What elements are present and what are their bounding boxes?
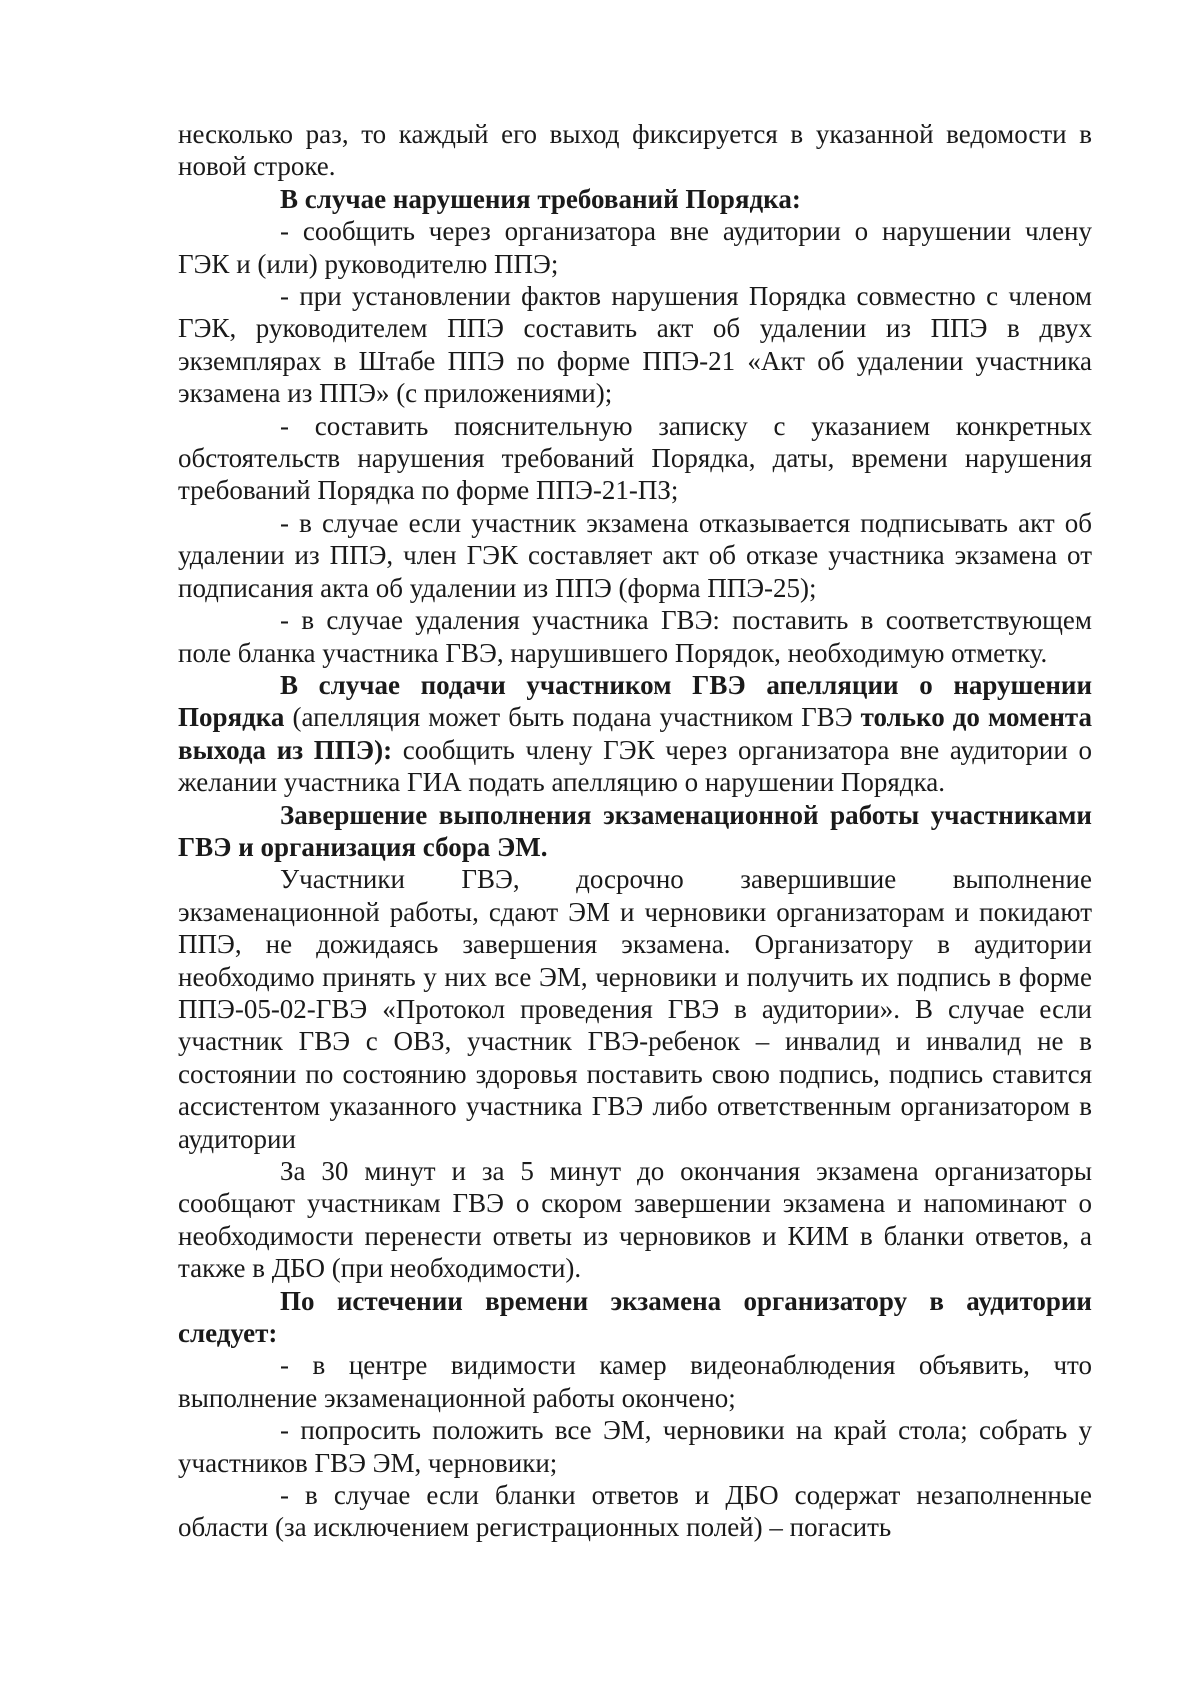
list-item: - в случае удаления участника ГВЭ: поставить в соответствующем поле бланка участника ГВЭ, нарушившего Порядок, необходимую отметку. xyxy=(178,605,1092,668)
section-heading-time-expired: По истечении времени экзамена организатору в аудитории следует: xyxy=(178,1285,1092,1349)
paragraph-continuation: несколько раз, то каждый его выход фиксируется в указанной ведомости в новой строке. xyxy=(178,119,1092,182)
document-body xyxy=(178,118,1092,1544)
appeal-bold-lead: В случае подачи участником ГВЭ апелляции о нарушении Порядка xyxy=(178,669,1092,733)
list-item: - составить пояснительную записку с указанием конкретных обстоятельств нарушения требований Порядка, даты, времени нарушения требований Порядка по форме ППЭ-21-ПЗ; xyxy=(178,410,1092,506)
appeal-text: (апелляция может быть подана участником ГВЭ xyxy=(284,702,861,733)
paragraph-time-warning: За 30 минут и за 5 минут до окончания экзамена организаторы сообщают участникам ГВЭ о скором завершении экзамена и напоминают о необходимости перенести ответы из черновиков и КИМ в бланки ответов, а также в ДБО (при необходимости). xyxy=(178,1156,1092,1284)
paragraph-appeal xyxy=(178,669,1092,799)
list-item: - сообщить через организатора вне аудитории о нарушении члену ГЭК и (или) руководителю ППЭ; xyxy=(178,216,1092,279)
list-item: - при установлении фактов нарушения Порядка совместно с членом ГЭК, руководителем ППЭ составить акт об удалении из ППЭ в двух экземплярах в Штабе ППЭ по форме ППЭ-21 «Акт об удалении участника экзамена из ППЭ» (с приложениями); xyxy=(178,281,1092,409)
appeal-bold-limit: только до момента выхода из ППЭ): xyxy=(178,702,1092,765)
appeal-text-end: сообщить члену ГЭК через организатора вне аудитории о желании участника ГИА подать апелляцию о нарушении Порядка. xyxy=(178,734,1092,798)
list-item: - в центре видимости камер видеонаблюдения объявить, что выполнение экзаменационной работы окончено; xyxy=(178,1350,1092,1413)
section-heading-completion: Завершение выполнения экзаменационной работы участниками ГВЭ и организация сбора ЭМ. xyxy=(178,799,1092,862)
list-item: - в случае если участник экзамена отказывается подписывать акт об удалении из ППЭ, член ГЭК составляет акт об отказе участника экзамена от подписания акта об удалении из ППЭ (форма ППЭ-25); xyxy=(178,507,1092,603)
list-item: - в случае если бланки ответов и ДБО содержат незаполненные области (за исключением регистрационных полей) – погасить xyxy=(178,1480,1092,1543)
paragraph-early-finish: Участники ГВЭ, досрочно завершившие выполнение экзаменационной работы, сдают ЭМ и черновики организаторам и покидают ППЭ, не дожидаясь завершения экзамена. Организатору в аудитории необходимо принять у них все ЭМ, черновики и получить их подпись в форме ППЭ-05-02-ГВЭ «Протокол проведения ГВЭ в аудитории». В случае если участник ГВЭ с ОВЗ, участник ГВЭ-ребенок – инвалид и инвалид не в состоянии по состоянию здоровья поставить свою подпись, подпись ставится ассистентом указанного участника ГВЭ либо ответственным организатором в аудитории xyxy=(178,864,1092,1154)
list-item: - попросить положить все ЭМ, черновики на край стола; собрать у участников ГВЭ ЭМ, черновики; xyxy=(178,1415,1092,1478)
section-heading-violation: В случае нарушения требований Порядка: xyxy=(280,183,801,214)
